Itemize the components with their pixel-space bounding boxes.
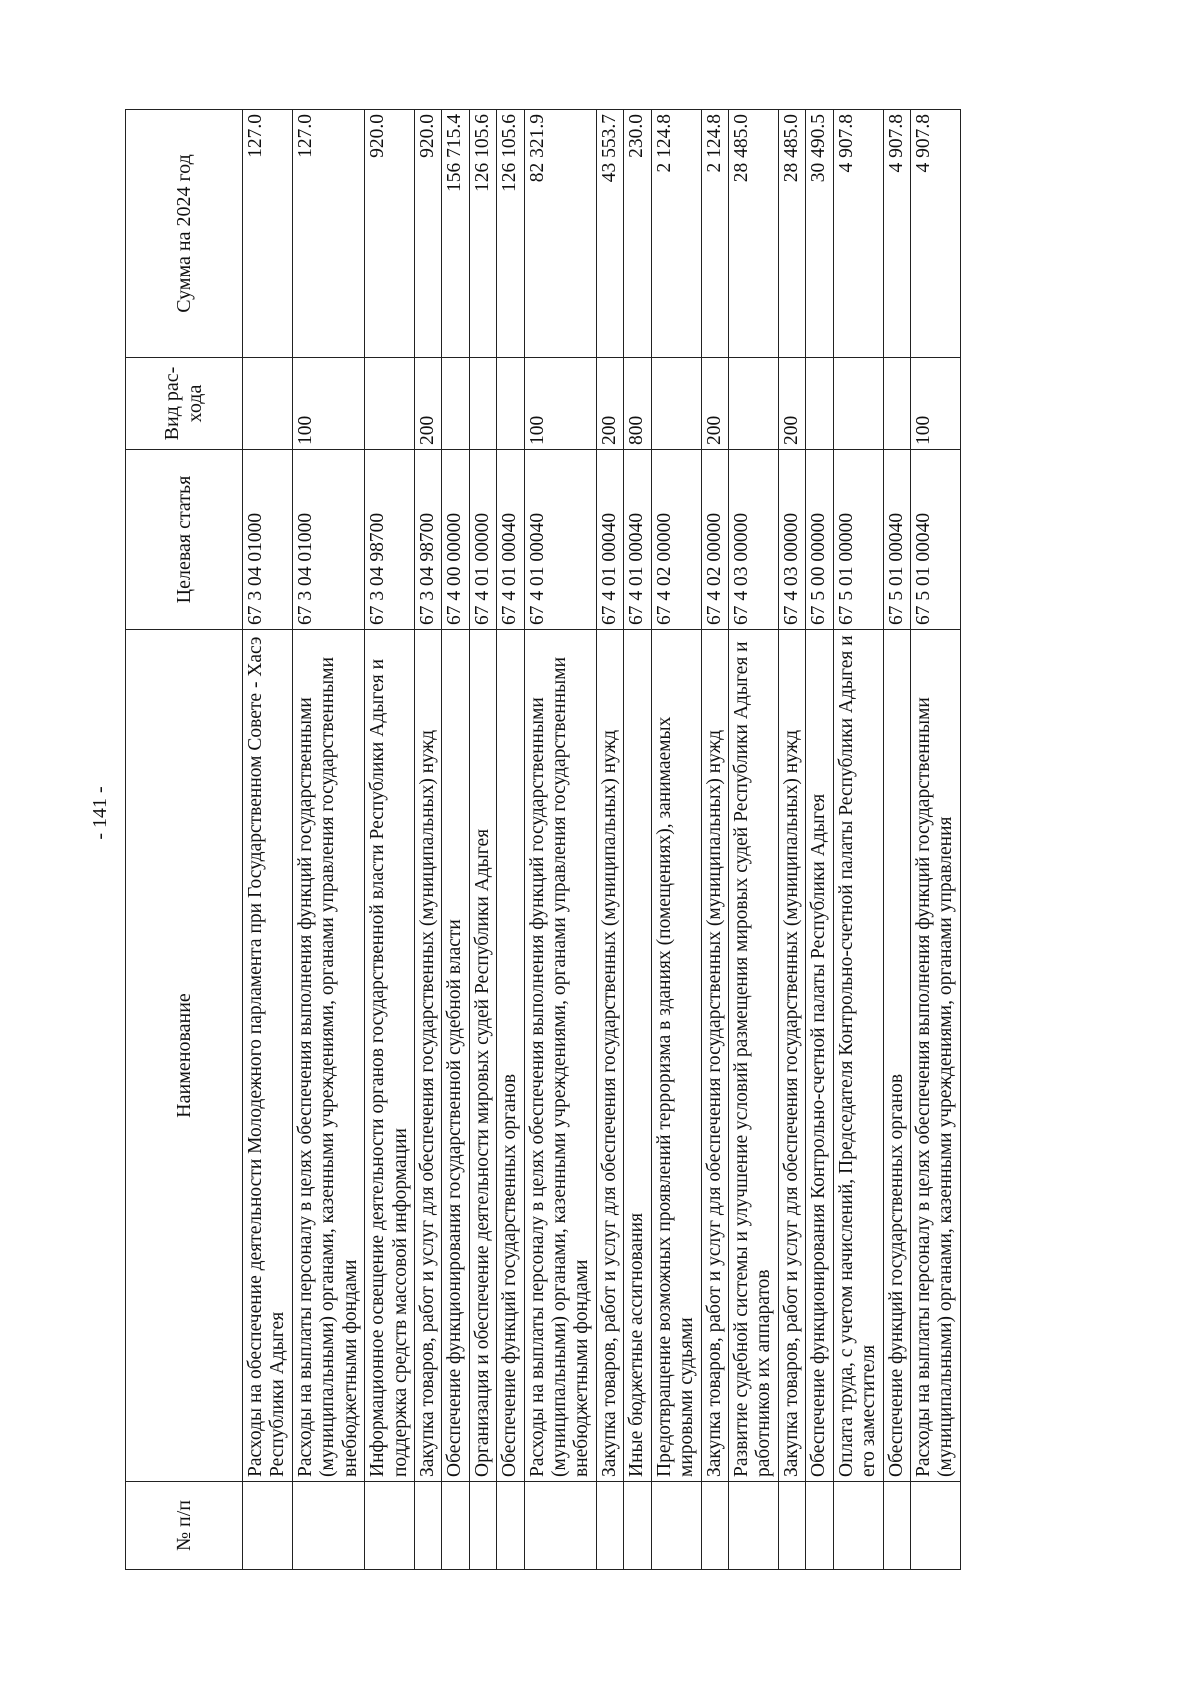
cell-kind: 100	[292, 358, 364, 450]
cell-amount: 28 485.0	[729, 110, 779, 358]
cell-kind: 200	[701, 358, 728, 450]
table-row	[883, 110, 910, 1570]
table-row	[292, 110, 364, 1570]
cell-amount: 4 907.8	[910, 110, 960, 358]
table-row	[624, 110, 651, 1570]
cell-num	[365, 1482, 415, 1570]
table-row	[729, 110, 779, 1570]
cell-name: Обеспечение функций государственных органов	[497, 630, 524, 1482]
table-row	[497, 110, 524, 1570]
header-kind: Вид рас-хода	[126, 358, 243, 450]
cell-name: Закупка товаров, работ и услуг для обеспечения государственных (муниципальных) нужд	[596, 630, 623, 1482]
cell-name: Закупка товаров, работ и услуг для обеспечения государственных (муниципальных) нужд	[701, 630, 728, 1482]
table-row	[442, 110, 469, 1570]
table-body	[243, 110, 961, 1570]
cell-num	[778, 1482, 805, 1570]
cell-name: Обеспечение функционирования Контрольно-счетной палаты Республики Адыгея	[806, 630, 833, 1482]
table-row	[701, 110, 728, 1570]
cell-name: Расходы на выплаты персоналу в целях обеспечения выполнения функций государственными (муниципальными) органами, казенными учреждениями, органами управления государственными внебюджетными фондами	[292, 630, 364, 1482]
table-row	[778, 110, 805, 1570]
cell-kind	[883, 358, 910, 450]
cell-num	[806, 1482, 833, 1570]
header-amount: Сумма на 2024 год	[126, 110, 243, 358]
cell-name: Закупка товаров, работ и услуг для обеспечения государственных (муниципальных) нужд	[414, 630, 441, 1482]
cell-amount: 126 105.6	[469, 110, 496, 358]
cell-amount: 127.0	[243, 110, 293, 358]
cell-code: 67 4 01 00000	[469, 450, 496, 630]
cell-num	[729, 1482, 779, 1570]
cell-kind: 200	[414, 358, 441, 450]
budget-table-rotated	[125, 110, 957, 1570]
cell-kind	[729, 358, 779, 450]
cell-amount: 30 490.5	[806, 110, 833, 358]
table-row	[524, 110, 596, 1570]
cell-code: 67 5 00 00000	[806, 450, 833, 630]
cell-kind	[442, 358, 469, 450]
cell-kind: 100	[910, 358, 960, 450]
cell-amount: 156 715.4	[442, 110, 469, 358]
cell-num	[596, 1482, 623, 1570]
cell-code: 67 4 00 00000	[442, 450, 469, 630]
cell-num	[701, 1482, 728, 1570]
cell-code: 67 3 04 98700	[414, 450, 441, 630]
cell-num	[651, 1482, 701, 1570]
cell-num	[624, 1482, 651, 1570]
cell-code: 67 4 01 00040	[624, 450, 651, 630]
table-row	[414, 110, 441, 1570]
cell-amount: 230.0	[624, 110, 651, 358]
cell-num	[833, 1482, 883, 1570]
cell-name: Организация и обеспечение деятельности мировых судей Республики Адыгея	[469, 630, 496, 1482]
cell-kind	[243, 358, 293, 450]
cell-amount: 126 105.6	[497, 110, 524, 358]
cell-name: Развитие судебной системы и улучшение условий размещения мировых судей Республики Адыгея и работников их аппаратов	[729, 630, 779, 1482]
table-row	[365, 110, 415, 1570]
cell-name: Оплата труда, с учетом начислений, Председателя Контрольно-счетной палаты Республики Адыгея и его заместителя	[833, 630, 883, 1482]
cell-name: Предотвращение возможных проявлений терроризма в зданиях (помещениях), занимаемых мировыми судьями	[651, 630, 701, 1482]
table-row	[243, 110, 293, 1570]
cell-code: 67 3 04 01000	[243, 450, 293, 630]
cell-amount: 28 485.0	[778, 110, 805, 358]
header-num: № п/п	[126, 1482, 243, 1570]
cell-name: Расходы на выплаты персоналу в целях обеспечения выполнения функций государственными (муниципальными) органами, казенными учреждениями, органами управления государственными внебюджетными фондами	[524, 630, 596, 1482]
cell-num	[442, 1482, 469, 1570]
cell-kind	[469, 358, 496, 450]
cell-amount: 920.0	[414, 110, 441, 358]
cell-name: Обеспечение функций государственных органов	[883, 630, 910, 1482]
cell-num	[243, 1482, 293, 1570]
cell-code: 67 3 04 01000	[292, 450, 364, 630]
cell-amount: 4 907.8	[833, 110, 883, 358]
header-code: Целевая статья	[126, 450, 243, 630]
header-name: Наименование	[126, 630, 243, 1482]
cell-amount: 2 124.8	[651, 110, 701, 358]
cell-code: 67 4 02 00000	[651, 450, 701, 630]
cell-num	[292, 1482, 364, 1570]
cell-name: Информационное освещение деятельности органов государственной власти Республики Адыгея и поддержка средств массовой информации	[365, 630, 415, 1482]
cell-kind	[806, 358, 833, 450]
cell-code: 67 4 01 00040	[497, 450, 524, 630]
table-row	[910, 110, 960, 1570]
cell-code: 67 5 01 00040	[883, 450, 910, 630]
page-number: - 141 -	[89, 786, 111, 840]
cell-kind: 200	[596, 358, 623, 450]
cell-code: 67 4 01 00040	[524, 450, 596, 630]
cell-amount: 2 124.8	[701, 110, 728, 358]
cell-kind: 100	[524, 358, 596, 450]
cell-amount: 920.0	[365, 110, 415, 358]
cell-code: 67 3 04 98700	[365, 450, 415, 630]
cell-amount: 4 907.8	[883, 110, 910, 358]
cell-code: 67 5 01 00000	[833, 450, 883, 630]
cell-kind	[365, 358, 415, 450]
cell-kind: 800	[624, 358, 651, 450]
cell-code: 67 4 03 00000	[778, 450, 805, 630]
cell-num	[497, 1482, 524, 1570]
cell-amount: 43 553.7	[596, 110, 623, 358]
header-row	[126, 110, 243, 1570]
table-row	[651, 110, 701, 1570]
cell-code: 67 4 03 00000	[729, 450, 779, 630]
table-row	[596, 110, 623, 1570]
budget-table	[125, 109, 961, 1570]
cell-kind	[833, 358, 883, 450]
cell-num	[469, 1482, 496, 1570]
cell-name: Обеспечение функционирования государственной судебной власти	[442, 630, 469, 1482]
cell-num	[524, 1482, 596, 1570]
table-row	[833, 110, 883, 1570]
cell-kind	[651, 358, 701, 450]
table-row	[469, 110, 496, 1570]
cell-name: Расходы на обеспечение деятельности Молодежного парламента при Государственном Совете - Хасэ Республики Адыгея	[243, 630, 293, 1482]
cell-num	[883, 1482, 910, 1570]
cell-kind	[497, 358, 524, 450]
cell-name: Иные бюджетные ассигнования	[624, 630, 651, 1482]
table-row	[806, 110, 833, 1570]
cell-kind: 200	[778, 358, 805, 450]
cell-num	[414, 1482, 441, 1570]
cell-code: 67 4 02 00000	[701, 450, 728, 630]
cell-name: Расходы на выплаты персоналу в целях обеспечения выполнения функций государственными (муниципальными) органами, казенными учреждениями, органами управления	[910, 630, 960, 1482]
cell-name: Закупка товаров, работ и услуг для обеспечения государственных (муниципальных) нужд	[778, 630, 805, 1482]
cell-num	[910, 1482, 960, 1570]
cell-code: 67 5 01 00040	[910, 450, 960, 630]
cell-code: 67 4 01 00040	[596, 450, 623, 630]
cell-amount: 127.0	[292, 110, 364, 358]
cell-amount: 82 321.9	[524, 110, 596, 358]
